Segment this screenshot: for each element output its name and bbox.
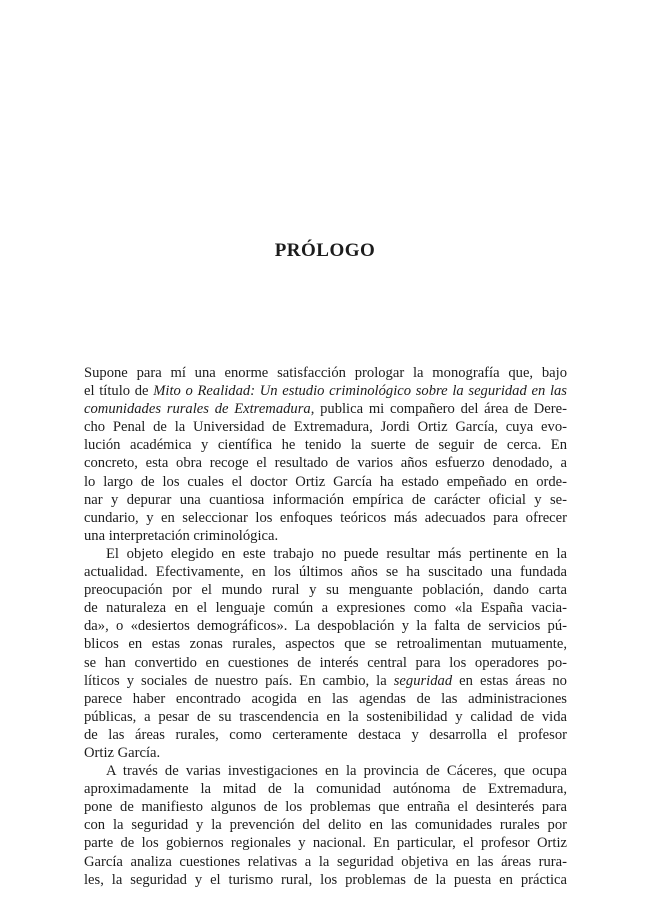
text-segment: A través de varias investigaciones en la provincia de Cáceres, que ocupa <box>106 763 567 780</box>
text-line <box>84 454 567 472</box>
text-line <box>84 780 567 798</box>
italic-text: Mito o Realidad: Un estudio criminológico sobre la seguridad en las <box>153 383 567 400</box>
text-line <box>84 853 567 871</box>
text-line <box>84 708 567 726</box>
text-line <box>84 816 567 834</box>
text-line <box>84 834 567 852</box>
text-line <box>84 473 567 491</box>
text-segment: lución académica y científica he tenido la suerte de seguir de cerca. En <box>84 437 567 454</box>
text-segment: lo largo de los cuales el doctor Ortiz García ha estado empeñado en orde- <box>84 473 567 490</box>
text-line <box>84 762 567 780</box>
text-segment: García analiza cuestiones relativas a la seguridad objetiva en las áreas rura- <box>84 853 567 870</box>
text-segment: pone de manifiesto algunos de los problemas que entraña el desinterés para <box>84 799 567 816</box>
text-line <box>84 418 567 436</box>
text-segment: de naturaleza en el lenguaje común a expresiones como «la España vacia- <box>84 600 567 617</box>
text-segment: cundario, y en seleccionar los enfoques teóricos más adecuados para ofrecer <box>84 509 567 526</box>
text-line <box>84 491 567 509</box>
text-segment: de las áreas rurales, como certeramente destaca y desarrolla el profesor <box>84 726 567 743</box>
italic-text: seguridad <box>393 672 453 689</box>
text-segment: con la seguridad y la prevención del delito en las comunidades rurales por <box>84 817 567 834</box>
text-line <box>84 798 567 816</box>
text-segment: preocupación por el mundo rural y su menguante población, dando carta <box>84 582 567 599</box>
text-segment: en estas áreas no <box>452 672 567 689</box>
text-segment: el título de <box>84 383 154 400</box>
text-segment: líticos y sociales de nuestro país. En cambio, la <box>84 672 394 689</box>
body-text <box>84 364 567 889</box>
chapter-title: PRÓLOGO <box>274 240 376 261</box>
text-segment: actualidad. Efectivamente, en los últimos años se ha suscitado una fundada <box>84 564 567 581</box>
text-segment: El objeto elegido en este trabajo no puede resultar más pertinente en la <box>106 545 567 562</box>
text-line <box>84 545 567 563</box>
text-segment: públicas, a pesar de su trascendencia en la sostenibilidad y calidad de vida <box>84 708 567 725</box>
text-segment: Ortiz García. <box>84 744 161 761</box>
text-line <box>84 527 567 545</box>
text-segment: una interpretación criminológica. <box>84 527 279 544</box>
text-segment: parece haber encontrado acogida en las agendas de las administraciones <box>84 690 567 707</box>
text-line <box>84 617 567 635</box>
text-segment: nar y depurar una cuantiosa información empírica de carácter oficial y se- <box>84 491 567 508</box>
text-segment: se han convertido en cuestiones de interés central para los operadores po- <box>84 654 567 671</box>
text-segment: cho Penal de la Universidad de Extremadura, Jordi Ortiz García, cuya evo- <box>84 419 567 436</box>
text-line <box>84 581 567 599</box>
paragraph <box>84 762 567 889</box>
text-line <box>84 400 567 418</box>
text-segment: da», o «desiertos demográficos». La despoblación y la falta de servicios pú- <box>84 618 567 635</box>
text-line <box>84 654 567 672</box>
text-line <box>84 726 567 744</box>
italic-text: comunidades rurales de Extremadura <box>84 401 311 418</box>
text-line <box>84 672 567 690</box>
text-line <box>84 509 567 527</box>
text-line <box>84 635 567 653</box>
text-segment: aproximadamente la mitad de la comunidad autónoma de Extremadura, <box>84 781 567 798</box>
paragraph <box>84 364 567 545</box>
text-segment: blicos en estas zonas rurales, aspectos que se retroalimentan mutuamente, <box>84 636 567 653</box>
text-segment: les, la seguridad y el turismo rural, los problemas de la puesta en práctica <box>84 871 567 888</box>
text-segment: concreto, esta obra recoge el resultado de varios años esfuerzo denodado, a <box>84 455 567 472</box>
text-line <box>84 563 567 581</box>
text-line <box>84 382 567 400</box>
text-segment: , publica mi compañero del área de Dere- <box>310 401 567 418</box>
text-line <box>84 599 567 617</box>
text-line <box>84 436 567 454</box>
text-line <box>84 744 567 762</box>
text-line <box>84 690 567 708</box>
text-segment: Supone para mí una enorme satisfacción prologar la monografía que, bajo <box>84 365 567 381</box>
text-segment: parte de los gobiernos regionales y nacional. En particular, el profesor Ortiz <box>84 835 567 852</box>
text-line <box>84 871 567 889</box>
paragraph <box>84 545 567 762</box>
text-line <box>84 364 567 382</box>
